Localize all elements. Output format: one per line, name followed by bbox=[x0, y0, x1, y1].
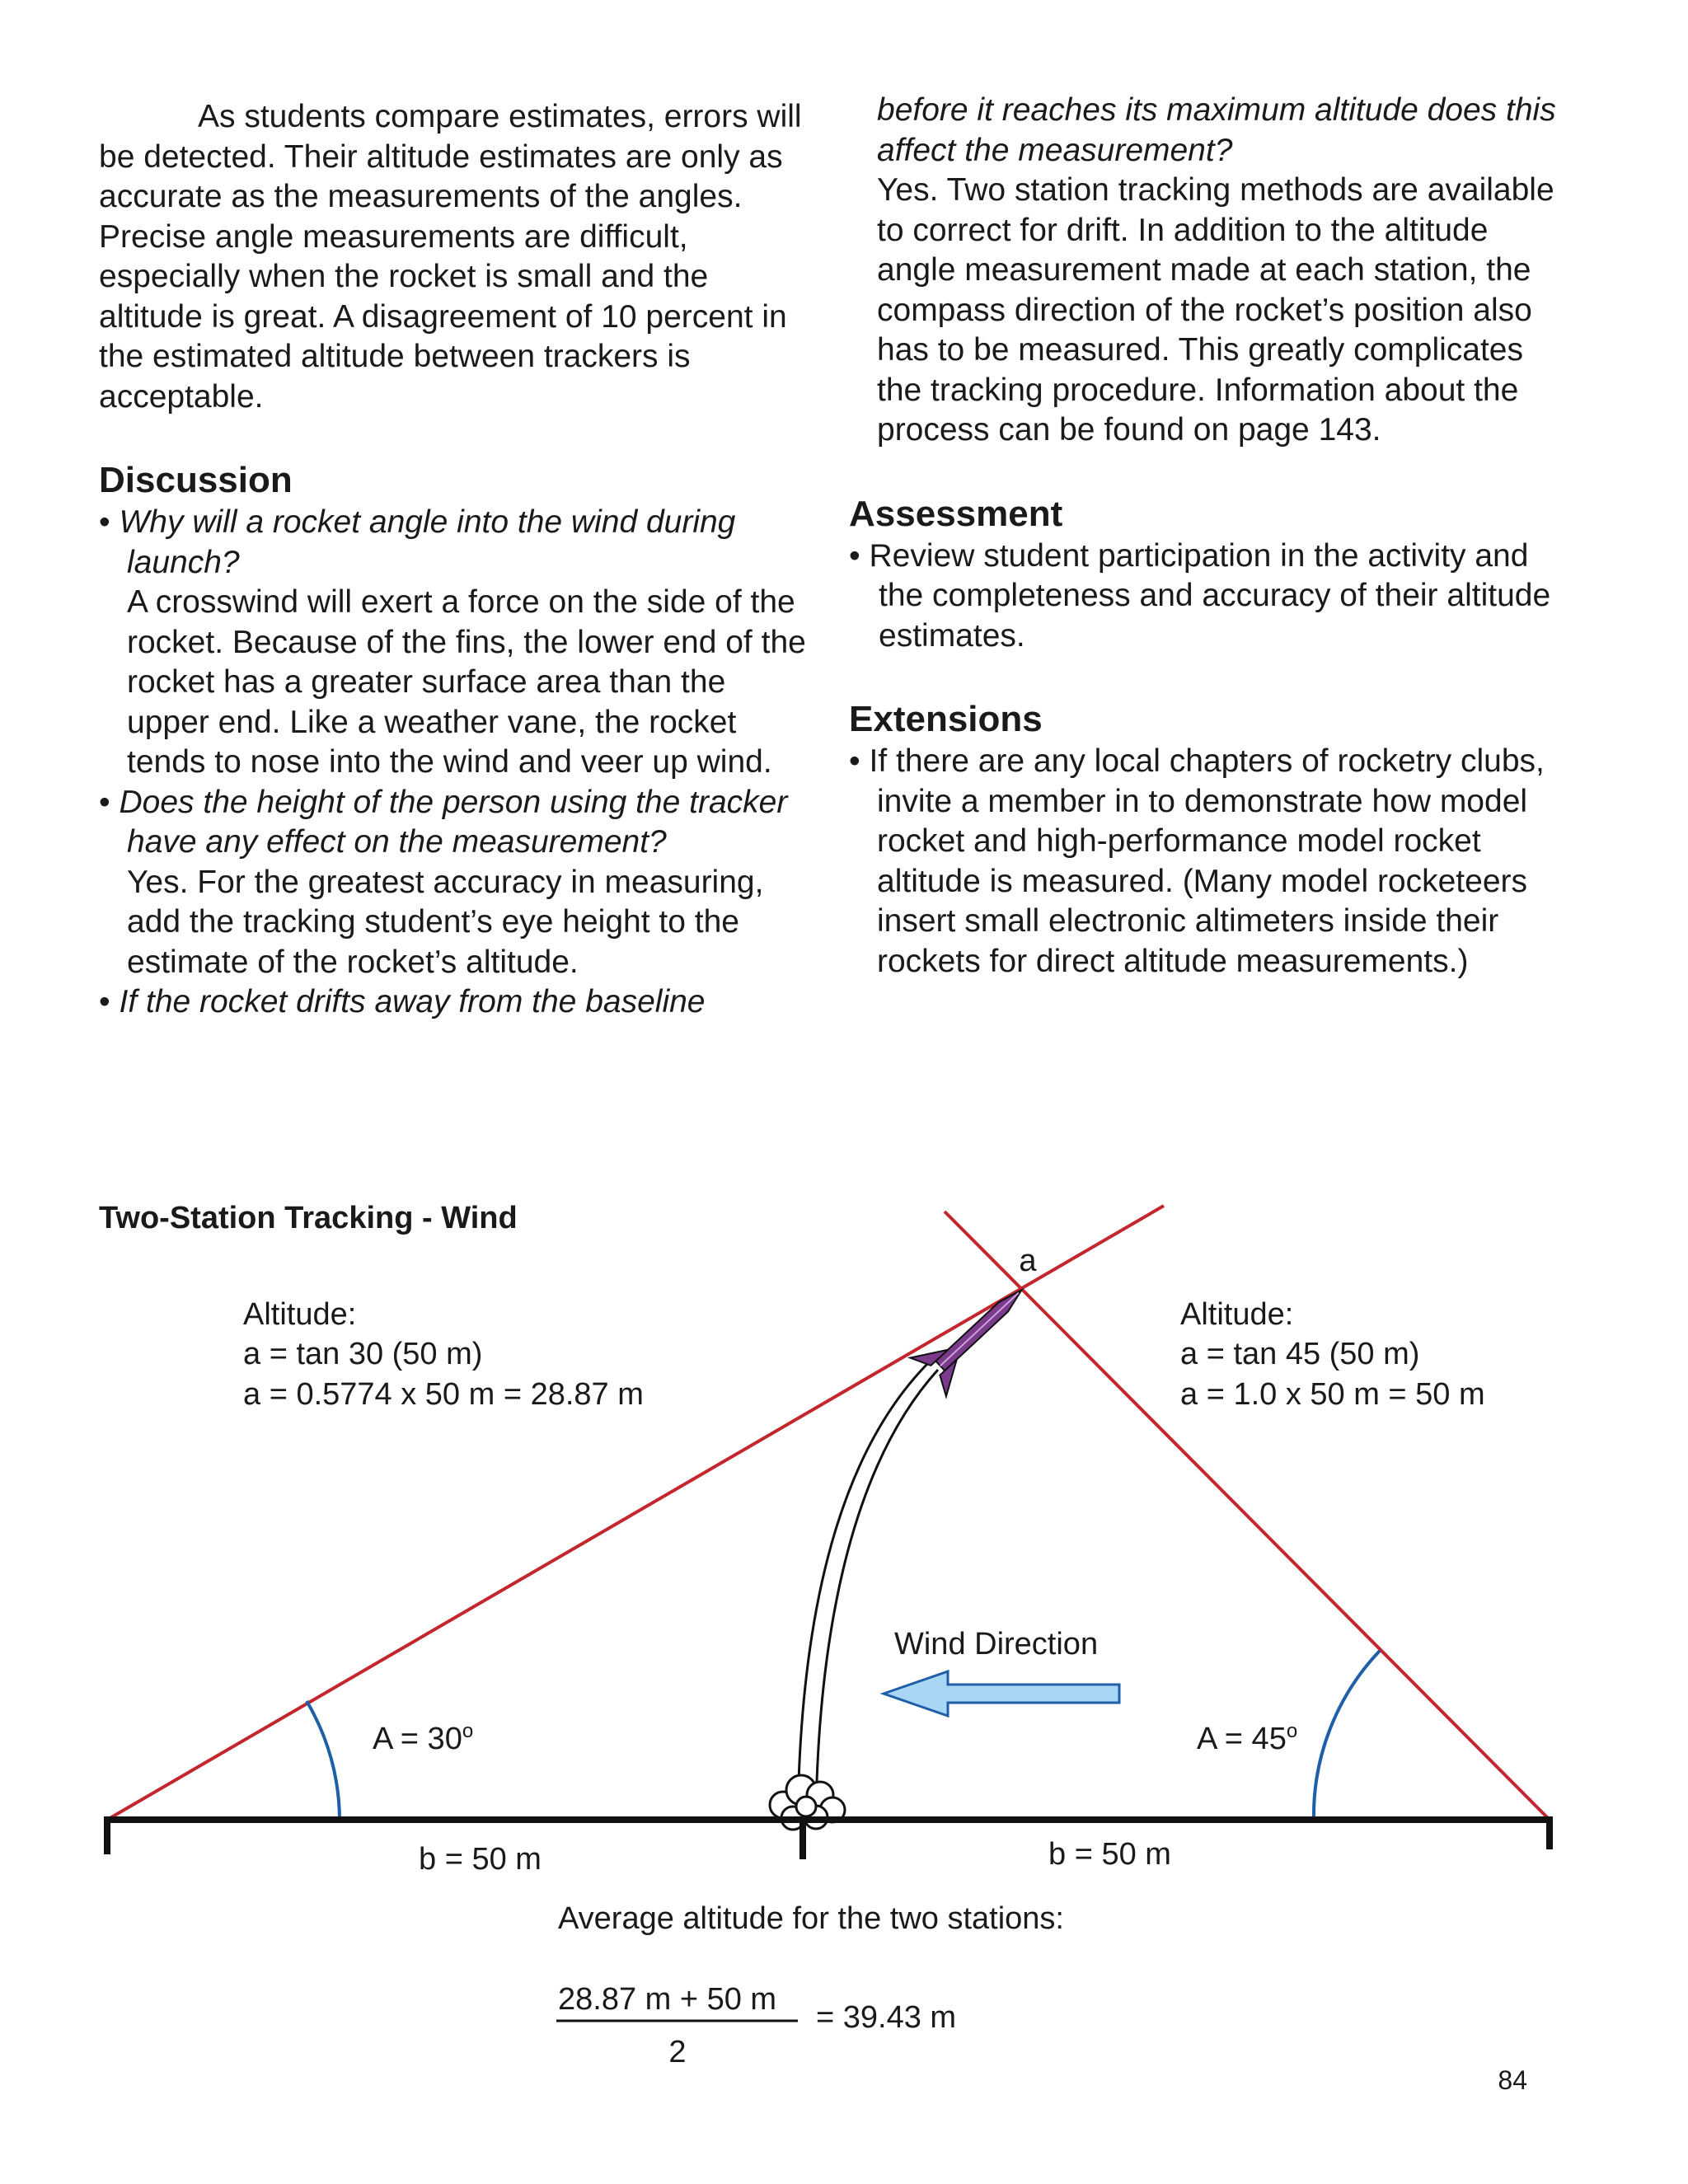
right-base-label: b = 50 m bbox=[1048, 1837, 1171, 1872]
left-calc-line-2: a = tan 30 (50 m) bbox=[243, 1337, 483, 1371]
extensions-heading: Extensions bbox=[849, 699, 1043, 739]
question-text: If the rocket drifts away from the baseline bbox=[119, 984, 706, 1019]
right-angle-arc bbox=[1314, 1651, 1380, 1820]
page-number: 84 bbox=[1498, 2065, 1527, 2095]
right-calc-line-1: Altitude: bbox=[1180, 1297, 1294, 1332]
left-angle-label: $A = 30^o$ bbox=[373, 1720, 474, 1756]
question-text: Does the height of the person using the tracker have any effect on the measurement? bbox=[119, 784, 788, 860]
discussion-heading: Discussion bbox=[99, 460, 293, 500]
diagram-title: Two-Station Tracking - Wind bbox=[99, 1201, 518, 1235]
left-base-label: b = 50 m bbox=[419, 1842, 542, 1877]
baseline bbox=[106, 1816, 1551, 1859]
right-calc-line-3: a = 1.0 x 50 m = 50 m bbox=[1180, 1377, 1485, 1412]
right-angle-label: $A = 45^o$ bbox=[1197, 1720, 1298, 1756]
left-calc-line-1: Altitude: bbox=[243, 1297, 357, 1332]
discussion-answer-1: A crosswind will exert a force on the side of the rocket. Because of the fins, the lower end of the rocket has a greater surface area than the upper end. Like a weather vane, the rocket tends to nose into the wind and veer up wind. bbox=[127, 584, 806, 780]
discussion-question-3-continued: before it reaches its maximum altitude does this affect the measurement? bbox=[877, 92, 1556, 168]
bullet-glyph: • bbox=[99, 984, 110, 1019]
question-text: Why will a rocket angle into the wind during launch? bbox=[119, 504, 736, 580]
wind-direction-arrow-icon bbox=[884, 1671, 1119, 1716]
bullet-glyph: • bbox=[99, 504, 110, 540]
bullet-glyph: • bbox=[99, 784, 110, 820]
left-calc-line-3: a = 0.5774 x 50 m = 28.87 m bbox=[243, 1377, 644, 1412]
extensions-text: If there are any local chapters of rocketry clubs, invite a member in to demonstrate how model rocket and high-performance model rocket altitude is measured. (Many model rocketeers insert small electronic altimeters inside their rockets for direct altitude measurements.) bbox=[869, 743, 1545, 979]
bullet-glyph: • bbox=[849, 743, 860, 779]
fraction-numerator: 28.87 m + 50 m bbox=[558, 1982, 777, 2017]
wind-direction-label: Wind Direction bbox=[894, 1627, 1099, 1661]
left-angle-arc bbox=[307, 1701, 340, 1820]
rocket-trail-inner bbox=[816, 1370, 938, 1813]
apex-label: a bbox=[1019, 1244, 1037, 1278]
bullet-glyph: • bbox=[849, 537, 860, 574]
assessment-text: Review student participation in the activity and the completeness and accuracy of their altitude estimates. bbox=[869, 537, 1551, 654]
average-result: = 39.43 m bbox=[816, 2000, 957, 2035]
assessment-heading: Assessment bbox=[849, 493, 1063, 534]
fraction-denominator: 2 bbox=[668, 2035, 687, 2069]
intro-paragraph: As students compare estimates, errors will be detected. Their altitude estimates are only as accurate as the measurements of the angles. Precise angle measurements are difficult, especially when the rocket is small and the altitude is great. A disagreement of 10 percent in the estimated altitude between trackers is acceptable. bbox=[99, 99, 802, 415]
average-altitude-label: Average altitude for the two stations: bbox=[558, 1901, 1064, 1936]
right-calc-line-2: a = tan 45 (50 m) bbox=[1180, 1337, 1420, 1371]
discussion-answer-3: Yes. Two station tracking methods are available to correct for drift. In addition to the altitude angle measurement made at each station, the compass direction of the rocket’s position also has to be measured. This greatly complicates the tracking procedure. Information about the process can be found on page 143. bbox=[877, 172, 1554, 448]
discussion-answer-2: Yes. For the greatest accuracy in measuring, add the tracking student’s eye height to the estimate of the rocket’s altitude. bbox=[127, 864, 764, 980]
